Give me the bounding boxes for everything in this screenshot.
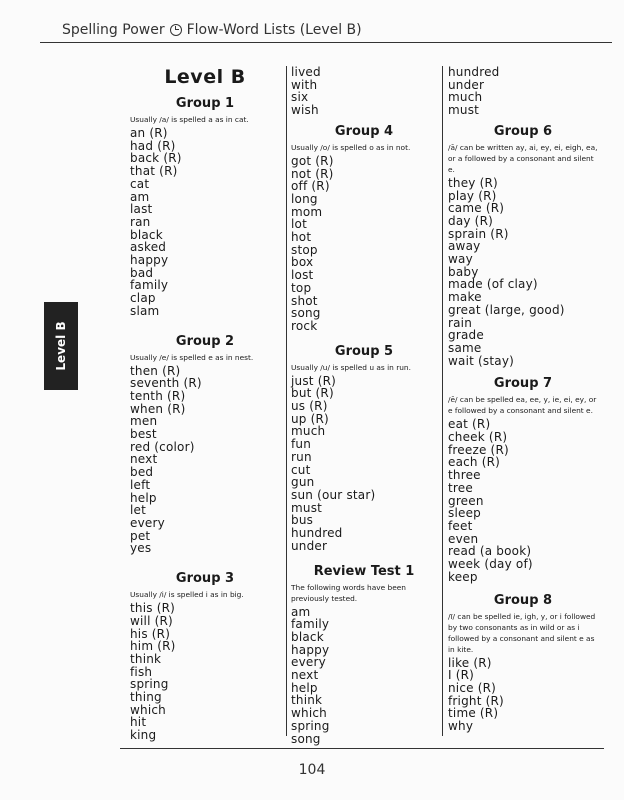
word: when (R) <box>130 401 186 416</box>
word: seventh (R) <box>130 376 202 391</box>
word: hundred <box>448 65 500 79</box>
group-5-title: Group 5 <box>334 343 394 359</box>
word: nice (R) <box>448 680 497 695</box>
word: am <box>291 604 311 619</box>
word: hundred <box>291 526 343 541</box>
word: much <box>448 90 483 105</box>
word: yes <box>130 541 152 556</box>
continued-words <box>291 66 437 117</box>
word: green <box>448 493 484 508</box>
word: lost <box>291 268 314 283</box>
level-title: Level B <box>164 66 246 88</box>
word: tree <box>448 480 473 495</box>
word: long <box>291 191 318 206</box>
group-3-note: Usually /i/ is spelled i as in big. <box>130 590 244 600</box>
tab-label: Level B <box>54 321 68 371</box>
word: top <box>291 280 312 295</box>
word: spring <box>291 718 330 733</box>
column-2 <box>291 66 437 745</box>
word: help <box>291 680 318 695</box>
word: each (R) <box>448 455 501 470</box>
word: sleep <box>448 506 481 521</box>
word: had (R) <box>130 138 176 153</box>
word: thing <box>130 690 162 705</box>
word: family <box>291 617 330 632</box>
clock-icon <box>170 24 182 36</box>
group-4-note: Usually /o/ is spelled o as in not. <box>291 142 411 152</box>
group-6-note: /ā/ can be written ay, ai, ey, ei, eigh, ea, or a followed by a consonant and silent e. <box>448 142 598 174</box>
word: think <box>291 693 323 708</box>
book-title: Spelling Power <box>62 22 165 38</box>
word: help <box>130 490 157 505</box>
word: three <box>448 468 481 483</box>
word: black <box>291 629 324 644</box>
header-rule <box>40 42 612 43</box>
review-test-words <box>291 606 437 746</box>
word: bed <box>130 465 154 480</box>
word: read (a book) <box>448 544 532 559</box>
word: same <box>448 340 482 355</box>
word: keep <box>448 569 478 584</box>
word: men <box>130 414 158 429</box>
column-3 <box>448 66 598 733</box>
word: fish <box>130 664 153 679</box>
word: song <box>291 731 321 746</box>
word: rain <box>448 315 473 330</box>
word: sun (our star) <box>291 487 376 502</box>
word: why <box>448 719 474 734</box>
group-1-words <box>130 127 280 318</box>
word: they (R) <box>448 175 498 190</box>
word: am <box>130 189 150 204</box>
word: last <box>130 202 153 217</box>
word: up (R) <box>291 411 329 426</box>
word: lot <box>291 217 307 232</box>
word: feet <box>448 518 473 533</box>
word: think <box>130 651 162 666</box>
word: rock <box>291 318 318 333</box>
group-6-words <box>448 177 598 368</box>
word: with <box>291 77 318 92</box>
word: lived <box>291 65 321 79</box>
word: spring <box>130 677 169 692</box>
word: way <box>448 252 473 267</box>
word: week (day of) <box>448 557 533 572</box>
word: I (R) <box>448 668 475 683</box>
word: asked <box>130 240 167 255</box>
word: back (R) <box>130 151 182 166</box>
word: that (R) <box>130 164 178 179</box>
word: bad <box>130 265 154 280</box>
word: day (R) <box>448 213 493 228</box>
group-1-note: Usually /a/ is spelled a as in cat. <box>130 115 249 124</box>
word: cat <box>130 176 150 191</box>
word: us (R) <box>291 399 328 414</box>
footer-rule <box>120 748 604 749</box>
word: king <box>130 728 157 743</box>
page-number: 104 <box>298 762 326 778</box>
word: him (R) <box>130 639 176 654</box>
word: then (R) <box>130 363 181 378</box>
word: which <box>291 706 327 721</box>
word: time (R) <box>448 706 499 721</box>
word: fright (R) <box>448 693 504 708</box>
word: gun <box>291 475 315 490</box>
group-3-title: Group 3 <box>175 571 235 587</box>
word: ran <box>130 214 151 229</box>
word: but (R) <box>291 386 334 401</box>
word: run <box>291 449 312 464</box>
word: next <box>291 668 319 683</box>
group-8-note: /ī/ can be spelled ie, igh, y, or i followed by two consonants as in wild or as i followed by a consonant and silent e as in kite. <box>448 611 596 654</box>
section-title: Flow-Word Lists (Level B) <box>186 22 362 38</box>
word: best <box>130 427 157 442</box>
word: hit <box>130 715 147 730</box>
continued-words <box>448 66 598 117</box>
group-8-words <box>448 657 598 733</box>
group-5-note: Usually /u/ is spelled u as in run. <box>291 362 411 372</box>
word: make <box>448 290 482 305</box>
word: hot <box>291 230 312 245</box>
word: slam <box>130 303 160 318</box>
word: song <box>291 306 321 321</box>
word: grade <box>448 328 484 343</box>
word: not (R) <box>291 166 334 181</box>
word: red (color) <box>130 439 195 454</box>
group-2-words <box>130 365 280 556</box>
review-test-note: The following words have been previously tested. <box>291 582 406 603</box>
word: sprain (R) <box>448 226 509 241</box>
word: happy <box>291 642 330 657</box>
word: let <box>130 503 147 518</box>
word: this (R) <box>130 601 176 616</box>
word: happy <box>130 253 169 268</box>
word: left <box>130 477 151 492</box>
word: cut <box>291 462 311 477</box>
word: tenth (R) <box>130 388 186 403</box>
word: under <box>291 538 328 553</box>
word: made (of clay) <box>448 277 538 292</box>
word: family <box>130 278 169 293</box>
word: play (R) <box>448 188 497 203</box>
word: came (R) <box>448 201 505 216</box>
word: next <box>130 452 158 467</box>
group-7-words <box>448 418 598 583</box>
group-1-title: Group 1 <box>175 96 235 111</box>
word: an (R) <box>130 126 168 140</box>
group-2-note: Usually /e/ is spelled e as in nest. <box>130 352 254 362</box>
word: great (large, good) <box>448 302 565 317</box>
running-header <box>62 22 362 38</box>
word: will (R) <box>130 613 173 628</box>
word: box <box>291 255 314 270</box>
column-1 <box>130 66 280 742</box>
level-side-tab <box>44 302 78 390</box>
group-3-words <box>130 602 280 742</box>
word: baby <box>448 264 479 279</box>
group-7-title: Group 7 <box>493 376 553 392</box>
word: away <box>448 239 481 254</box>
word: under <box>448 77 485 92</box>
column-divider-1 <box>286 66 287 736</box>
group-4-title: Group 4 <box>334 123 394 139</box>
word: every <box>130 515 165 530</box>
review-test-title: Review Test 1 <box>313 563 415 579</box>
word: shot <box>291 293 318 308</box>
group-7-note: /ē/ can be spelled ea, ee, y, ie, ei, ey, or e followed by a consonant and silent e. <box>448 395 597 416</box>
group-6-title: Group 6 <box>493 123 553 139</box>
word: black <box>130 227 163 242</box>
word: fun <box>291 437 312 452</box>
word: mom <box>291 204 323 219</box>
word: like (R) <box>448 655 492 670</box>
word: cheek (R) <box>448 430 508 445</box>
group-4-words <box>291 155 437 333</box>
word: every <box>291 655 326 670</box>
word: bus <box>291 513 314 528</box>
word: wish <box>291 103 319 118</box>
word: clap <box>130 291 156 306</box>
word: got (R) <box>291 153 334 168</box>
word: freeze (R) <box>448 442 509 457</box>
word: his (R) <box>130 626 171 641</box>
group-8-title: Group 8 <box>493 592 553 608</box>
group-2-title: Group 2 <box>175 333 235 349</box>
word: off (R) <box>291 179 330 194</box>
column-divider-2 <box>442 66 443 736</box>
group-5-words <box>291 375 437 553</box>
word: much <box>291 424 326 439</box>
word: eat (R) <box>448 417 491 432</box>
word: must <box>448 103 480 118</box>
word: wait (stay) <box>448 353 514 368</box>
word: six <box>291 90 309 105</box>
word: must <box>291 500 323 515</box>
word: even <box>448 531 479 546</box>
word: pet <box>130 528 151 543</box>
word: which <box>130 702 166 717</box>
word: stop <box>291 242 318 257</box>
word: just (R) <box>291 373 337 388</box>
